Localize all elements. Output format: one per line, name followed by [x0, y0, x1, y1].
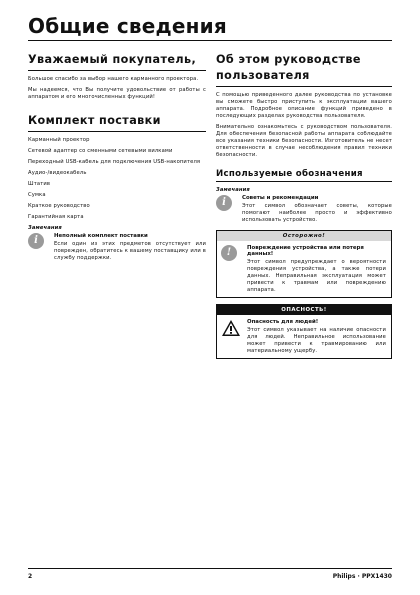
left-column: [28, 52, 206, 266]
caution-title: Повреждение устройства или потеря данных!: [247, 245, 364, 257]
info-icon: i: [216, 195, 232, 211]
tips-text: Этот символ обозначает советы, которые помогают наиболее просто и эффективно использовать устройство.: [242, 203, 392, 223]
caution-callout: [216, 230, 392, 298]
note-text: Если один из этих предметов отсутствует или поврежден, обратитесь к вашему поставщику или в службу поддержки.: [54, 241, 206, 261]
caution-text: Этот символ предупреждает о вероятности повреждения устройства, а также потери данных. Неправильная эксплуатация может привести к травмам или повреждению аппарата.: [247, 259, 386, 293]
enjoy-paragraph: Мы надеемся, что Вы получите удовольствие от работы с аппаратом и его многочисленных функций!: [28, 87, 206, 100]
heading-about-manual: Об этом руководстве пользователя: [216, 52, 392, 87]
caution-icon: !: [221, 245, 237, 261]
list-item: Переходный USB-кабель для подключения USB-накопителя: [28, 159, 201, 165]
danger-callout: [216, 304, 392, 359]
list-item: Сумка: [28, 192, 46, 198]
caution-bar: Осторожно!: [217, 231, 391, 241]
page-title: Общие сведения: [28, 14, 227, 38]
right-column: [216, 52, 392, 359]
heading-package-contents: Комплект поставки: [28, 113, 206, 132]
list-item: Краткое руководство: [28, 203, 90, 209]
tips-title: Советы и рекомендации: [242, 195, 319, 201]
note-title: Неполный комплект поставки: [54, 233, 148, 239]
package-contents-list: [28, 137, 206, 221]
brand-model: Philips · PPX1430: [332, 573, 392, 580]
incomplete-delivery-note: [28, 233, 206, 262]
heading-dear-customer: Уважаемый покупатель,: [28, 52, 206, 71]
danger-text: Этот символ указывает на наличие опасности для людей. Неправильное использование может привести к травмированию или материальному ущербу.: [247, 327, 386, 354]
notes-label: Замечания: [216, 187, 250, 193]
list-item: Аудио-/видеокабель: [28, 170, 87, 176]
title-rule: [28, 40, 392, 41]
footer-rule: [28, 568, 392, 569]
thanks-paragraph: Большое спасибо за выбор нашего карманного проектора.: [28, 76, 199, 82]
list-item: Сетевой адаптер со сменными сетевыми вилками: [28, 148, 173, 154]
warning-triangle-icon: [221, 319, 241, 337]
notes-label: Замечания: [28, 225, 62, 231]
heading-symbols-used: Используемые обозначения: [216, 169, 392, 182]
page-number: 2: [28, 573, 33, 580]
manual-intro-paragraph: С помощью приведенного далее руководства по установке вы сможете быстро приступить к эксплуатации вашего аппарата. Подробное описание функций приведено в последующих разделах руководства пользователя.: [216, 92, 392, 119]
danger-bar: ОПАСНОСТЬ!: [217, 305, 391, 315]
info-icon: i: [28, 233, 44, 249]
list-item: Карманный проектор: [28, 137, 90, 143]
danger-title: Опасность для людей!: [247, 319, 319, 325]
manual-safety-paragraph: Внимательно ознакомьтесь с руководством пользователя. Для обеспечения безопасной работы аппарата соблюдайте все указания техники безопасности. Изготовитель не несет ответственности в случае несоблюдения правил техники безопасности.: [216, 124, 392, 158]
list-item: Штатив: [28, 181, 51, 187]
list-item: Гарантийная карта: [28, 214, 84, 220]
tips-note: [216, 195, 392, 224]
